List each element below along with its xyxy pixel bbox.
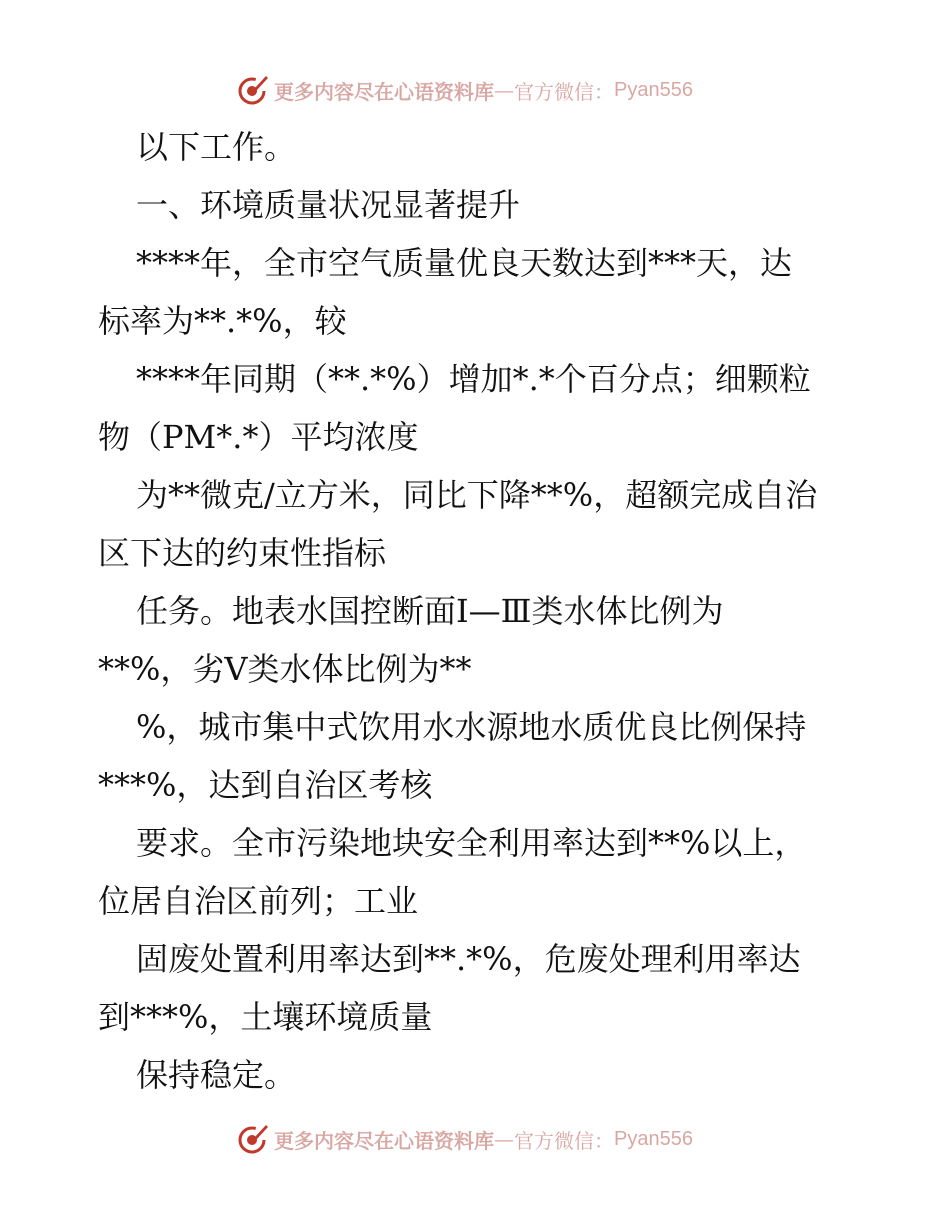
document-line: ****年，全市空气质量优良天数达到***天，达 (136, 244, 793, 282)
document-line: ***%，达到自治区考核 (98, 766, 433, 804)
document-line: 任务。地表水国控断面Ⅰ—Ⅲ类水体比例为 (136, 592, 724, 630)
document-line: ****年同期（**.*%）增加*.*个百分点；细颗粒 (136, 360, 811, 398)
document-line: 保持稳定。 (136, 1056, 297, 1094)
watermark-main-text: 更多内容尽在心语资料库 (274, 1128, 494, 1153)
watermark-wechat-label: 官方微信： (514, 79, 614, 104)
document-line: 到***%，土壤环境质量 (98, 998, 433, 1036)
document-line: 以下工作。 (136, 128, 297, 166)
watermark-separator: — (494, 78, 514, 102)
document-line: 固废处置利用率达到**.*%，危废处理利用率达 (136, 940, 801, 978)
document-line: 物（PM*.*）平均浓度 (98, 418, 419, 456)
document-line: 位居自治区前列；工业 (98, 882, 419, 920)
document-line: 为**微克/立方米，同比下降**%，超额完成自治 (136, 476, 818, 514)
watermark-wechat-id: Pyan556 (614, 78, 693, 101)
section-heading: 一、环境质量状况显著提升 (136, 186, 521, 224)
document-line: **%，劣Ⅴ类水体比例为** (98, 650, 472, 688)
watermark-wechat-id: Pyan556 (614, 1127, 693, 1150)
watermark-wechat-label: 官方微信： (514, 1128, 614, 1153)
red-pen-circle-logo-icon (236, 1122, 270, 1156)
document-line: 区下达的约束性指标 (98, 534, 387, 572)
red-pen-circle-logo-icon (236, 73, 270, 107)
watermark-separator: — (494, 1127, 514, 1151)
document-line: 要求。全市污染地块安全利用率达到**%以上， (136, 824, 807, 862)
document-line: %，城市集中式饮用水水源地水质优良比例保持 (136, 708, 807, 746)
document-line: 标率为**.*%，较 (98, 302, 347, 340)
footer-watermark (236, 1122, 716, 1156)
watermark-main-text: 更多内容尽在心语资料库 (274, 79, 494, 104)
document-body (98, 118, 858, 1104)
header-watermark (236, 73, 716, 107)
